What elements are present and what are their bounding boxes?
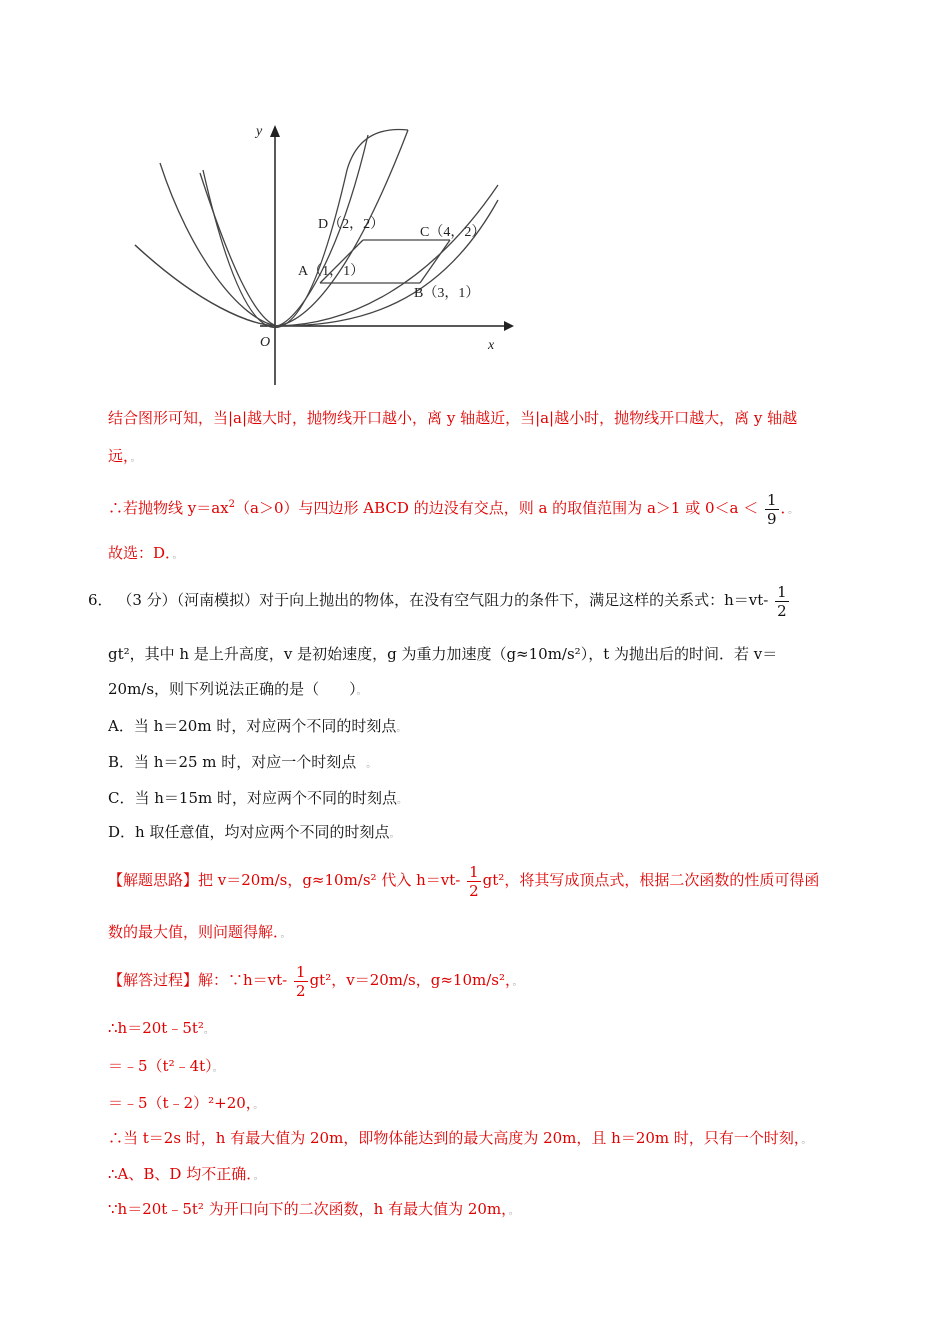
q6-line-1: 6． （3 分）（河南模拟）对于向上抛出的物体，在没有空气阻力的条件下，满足这样的关系式：h＝vt- $\frac{1}{2}$ (88, 582, 787, 620)
solution-step-4: ∴当 t＝2s 时，h 有最大值为 20m，即物体能达到的最大高度为 20m，且 h＝20m 时，只有一个时刻，。 (108, 1129, 812, 1147)
parabola-4 (135, 200, 498, 326)
q6-option-b: B．当 h＝25 m 时，对应一个时刻点 。 (108, 753, 377, 771)
point-B-label: B（3，1） (414, 286, 480, 301)
parabola-figure (130, 115, 520, 395)
solution-idea-line-1: 【解题思路】把 v＝20m/s，g≈10m/s² 代入 h＝vt- $\frac{1}{2}$ gt²，将其写成顶点式，根据二次函数的性质可得函 (108, 862, 820, 900)
q6-number: 6． (88, 591, 113, 609)
solution-idea-tag: 【解题思路】 (108, 871, 199, 889)
x-axis-arrow (504, 321, 514, 331)
conclusion-line-1: 结合图形可知，当|a|越大时，抛物线开口越小，离 y 轴越近，当|a|越小时，抛物线开口越大，离 y 轴越 (108, 409, 798, 427)
q6-line-3: 20m/s，则下列说法正确的是（ ）。 (108, 680, 367, 698)
y-axis-label: y (256, 124, 263, 139)
conclusion-line-3: ∴若抛物线 $y=ax^2(a>0)$与四边形 ABCD 的边没有交点，则 a 的取值范围为 a＞1 或 0＜a ＜ $\frac{1}{9}$ ．。 (108, 490, 799, 528)
fraction-one-ninth: $\frac{1}{9}$ (767, 490, 777, 528)
y-axis-arrow (270, 125, 280, 137)
point-A-label: A（1，1） (298, 264, 365, 279)
solution-process-line-1: 【解答过程】解：∵h＝vt- $\frac{1}{2}$ gt²，v＝20m/s，g≈10m/s²，。 (108, 962, 523, 1000)
solution-step-2: ＝﹣5（t²﹣4t）。 (108, 1057, 223, 1075)
solution-step-1: ∴h＝20t﹣5t²。 (108, 1019, 214, 1037)
solution-step-5: ∴A、B、D 均不正确．。 (108, 1165, 264, 1183)
solution-step-6: ∵h＝20t﹣5t² 为开口向下的二次函数，h 有最大值为 20m，。 (108, 1200, 519, 1218)
segment-BC (420, 240, 450, 283)
solution-idea-line-2: 数的最大值，则问题得解．。 (108, 923, 291, 941)
q6-option-a: A．当 h＝20m 时，对应两个不同的时刻点。 (108, 717, 407, 735)
answer-line: 故选：D．。 (108, 544, 183, 562)
fraction-one-half: $\frac{1}{2}$ (777, 582, 787, 620)
q6-option-c: C．当 h＝15m 时，对应两个不同的时刻点。 (108, 789, 407, 807)
point-D-label: D（2，2） (318, 217, 385, 232)
process-fraction: $\frac{1}{2}$ (296, 962, 306, 1000)
solution-process-tag: 【解答过程】 (108, 971, 199, 989)
solution-step-3: ＝﹣5（t﹣2）²+20，。 (108, 1094, 264, 1112)
q6-line-2: gt²，其中 h 是上升高度，v 是初始速度，g 为重力加速度（g≈10m/s²），t 为抛出后的时间．若 v＝ (108, 645, 778, 663)
q6-option-d: D．h 取任意值，均对应两个不同的时刻点。 (108, 823, 400, 841)
conclusion-line-2: 远，。 (108, 447, 141, 465)
x-axis-label: x (488, 338, 495, 353)
point-C-label: C（4，2） (420, 225, 486, 240)
origin-label: O (260, 335, 271, 350)
idea-fraction: $\frac{1}{2}$ (469, 862, 479, 900)
